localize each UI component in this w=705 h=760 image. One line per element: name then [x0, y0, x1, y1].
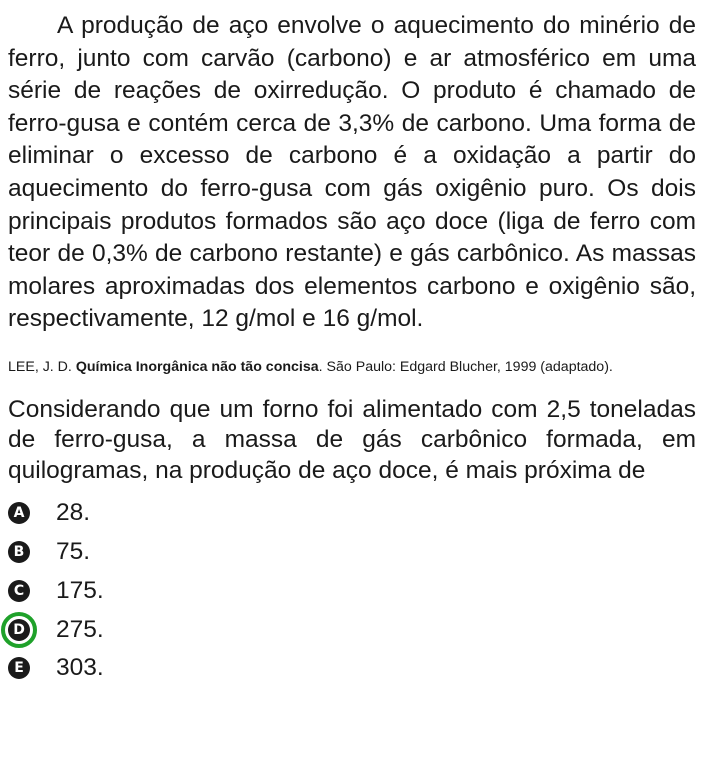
source-author: LEE, J. D. — [8, 358, 76, 375]
option-letter-c: C — [8, 580, 30, 602]
question-text: Considerando que um forno foi alimentado com 2,5 toneladas de ferro-gusa, a massa de gás carbônico formada, em quilogramas, na produção de aço doce, é mais próxima de — [8, 395, 696, 484]
source-publisher: . São Paulo: Edgard Blucher, 1999 (adaptado). — [318, 358, 613, 375]
option-value-c: 175. — [56, 576, 104, 604]
source-citation — [8, 358, 696, 376]
option-value-a: 28. — [56, 499, 91, 527]
answer-options — [8, 495, 696, 688]
option-letter-a: A — [8, 502, 30, 524]
option-letter-b: B — [8, 541, 30, 563]
passage-text: A produção de aço envolve o aquecimento do minério de ferro, junto com carvão (carbono) e ar atmosférico em uma série de reações de oxirredução. O produto é chamado de ferro-gusa e contém cerca de 3,3% de carbono. Uma forma de eliminar o excesso de carbono é a oxidação a partir do aquecimento do ferro-gusa com gás oxigênio puro. Os dois principais produtos formados são aço doce (liga de ferro com teor de 0,3% de carbono restante) e gás carbônico. As massas molares aproximadas dos elementos carbono e oxigênio são, respectivamente, 12 g/mol e 16 g/mol. — [8, 12, 696, 333]
option-d[interactable] — [8, 612, 696, 651]
question-document — [8, 10, 696, 689]
option-letter-d: D — [8, 619, 30, 641]
option-b[interactable] — [8, 534, 696, 573]
option-letter-e: E — [8, 657, 30, 679]
option-value-e: 303. — [56, 654, 104, 682]
option-value-d: 275. — [56, 615, 104, 643]
source-title: Química Inorgânica não tão concisa — [75, 358, 319, 375]
option-e[interactable] — [8, 650, 696, 689]
option-value-b: 75. — [56, 538, 91, 566]
option-c[interactable] — [8, 573, 696, 612]
option-a[interactable] — [8, 495, 696, 534]
